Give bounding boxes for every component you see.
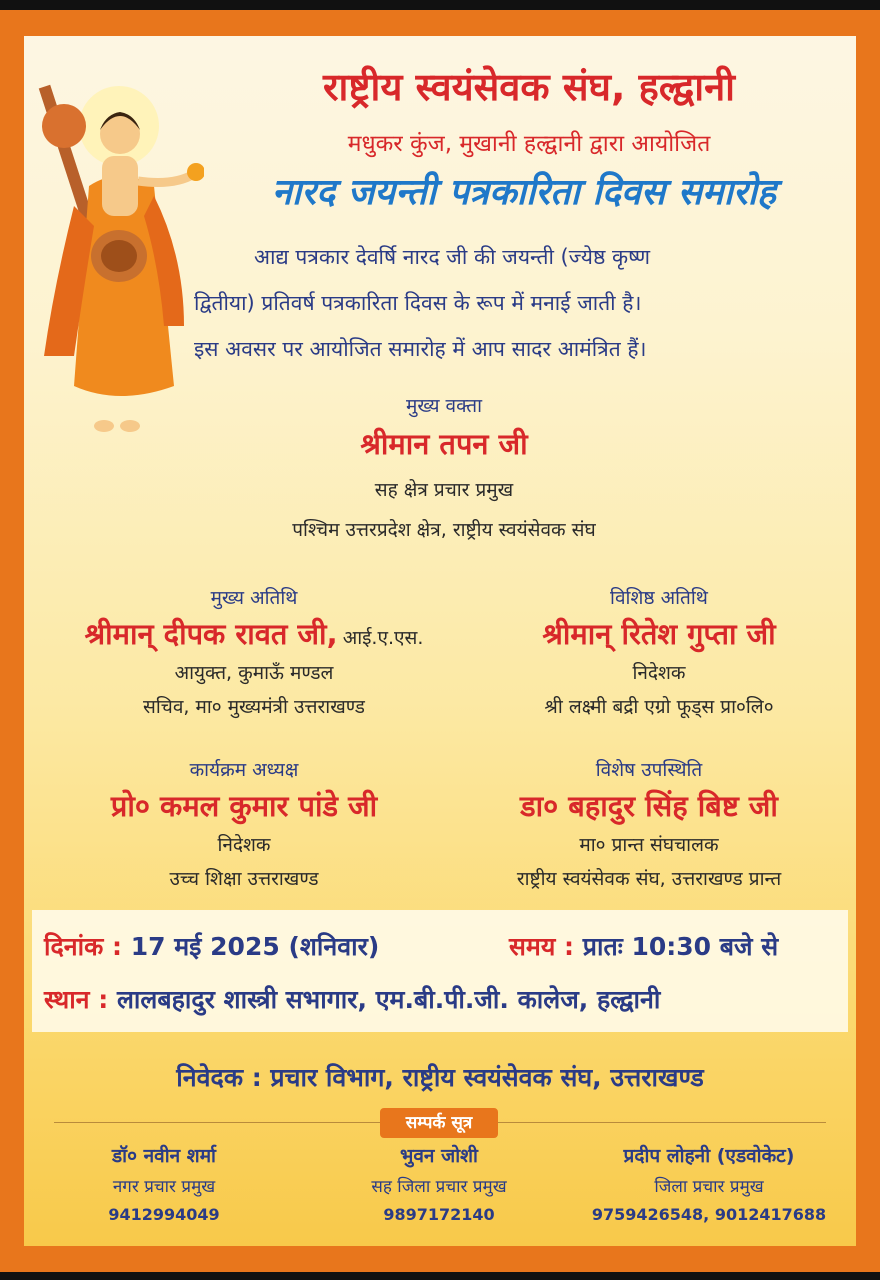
special-guest-name: श्रीमान् रितेश गुप्ता जी <box>542 617 776 651</box>
contact-name: डॉ० नवीन शर्मा <box>112 1145 216 1167</box>
venue-label: स्थान : <box>44 985 109 1014</box>
contact-phone: 9759426548, 9012417688 <box>591 1205 827 1224</box>
special-presence-desig-1: मा० प्रान्त संघचालक <box>579 834 719 856</box>
special-presence-role: विशेष उपस्थिति <box>595 759 703 781</box>
chief-speaker-name: श्रीमान तपन जी <box>360 427 528 461</box>
contact-name: प्रदीप लोहनी (एडवोकेट) <box>623 1145 795 1167</box>
special-presence-desig-2: राष्ट्रीय स्वयंसेवक संघ, उत्तराखण्ड प्रान्त <box>516 868 782 890</box>
chief-speaker-role: मुख्य वक्ता <box>405 395 483 417</box>
invitation-page <box>0 10 880 1272</box>
date-value: 17 मई 2025 (शनिवार) <box>130 932 380 961</box>
chief-guest-block <box>34 584 474 719</box>
chief-guest-desig-2: सचिव, मा० मुख्यमंत्री उत्तराखण्ड <box>143 696 365 718</box>
organizer-line: मधुकर कुंज, मुखानी हल्द्वानी द्वारा आयोजित <box>347 131 711 157</box>
nivedak-line: निवेदक : प्रचार विभाग, राष्ट्रीय स्वयंसेवक संघ, उत्तराखण्ड <box>176 1063 704 1092</box>
president-desig-2: उच्च शिक्षा उत्तराखण्ड <box>169 868 319 890</box>
contact-role: नगर प्रचार प्रमुख <box>112 1177 216 1197</box>
intro-line-2: द्वितीया) प्रतिवर्ष पत्रकारिता दिवस के रूप में मनाई जाती है। <box>194 291 642 315</box>
chief-guest-suffix: आई.ए.एस. <box>342 627 424 649</box>
intro-paragraph <box>194 234 834 372</box>
date-line <box>44 929 379 963</box>
venue-value: लालबहादुर शास्त्री सभागार, एम.बी.पी.जी. कालेज, हल्द्वानी <box>116 985 661 1014</box>
chief-guest-desig-1: आयुक्त, कुमाऊँ मण्डल <box>174 662 334 684</box>
chief-guest-role: मुख्य अतिथि <box>210 587 298 609</box>
contact-phone: 9897172140 <box>383 1205 495 1224</box>
chief-speaker-block <box>224 392 664 463</box>
special-guest-desig-2: श्री लक्ष्मी बद्री एग्रो फूड्स प्रा०लि० <box>544 696 774 718</box>
special-presence-block <box>444 756 854 891</box>
intro-line-3: इस अवसर पर आयोजित समारोह में आप सादर आमंत्रित हैं। <box>194 337 647 361</box>
chief-speaker-desig-1: सह क्षेत्र प्रचार प्रमुख <box>374 479 514 501</box>
special-presence-name: डा० बहादुर सिंह बिष्ट जी <box>520 789 778 823</box>
contact-item <box>569 1142 849 1224</box>
special-guest-role: विशिष्ठ अतिथि <box>610 587 708 609</box>
org-title: राष्ट्रीय स्वयंसेवक संघ, हल्द्वानी <box>322 65 736 109</box>
invitation-card <box>24 36 856 1246</box>
contact-phone: 9412994049 <box>108 1205 220 1224</box>
contact-name: भुवन जोशी <box>400 1145 478 1167</box>
time-line <box>509 929 778 963</box>
special-guest-desig-1: निदेशक <box>632 662 686 684</box>
president-role: कार्यक्रम अध्यक्ष <box>189 759 299 781</box>
narad-muni-illustration <box>34 56 204 436</box>
chief-speaker-designation <box>144 476 744 542</box>
contact-item <box>44 1142 284 1224</box>
chief-guest-name: श्रीमान् दीपक रावत जी, <box>84 617 338 651</box>
event-title: नारद जयन्ती पत्रकारिता दिवस समारोह <box>271 172 777 213</box>
chief-speaker-desig-2: पश्चिम उत्तरप्रदेश क्षेत्र, राष्ट्रीय स्वयंसेवक संघ <box>292 519 596 541</box>
contact-heading: सम्पर्क सूत्र <box>380 1108 498 1138</box>
president-desig-1: निदेशक <box>217 834 271 856</box>
intro-line-1: आद्य पत्रकार देवर्षि नारद जी की जयन्ती (ज्येष्ठ कृष्ण <box>254 245 651 269</box>
president-name: प्रो० कमल कुमार पांडे जी <box>110 789 378 823</box>
contact-role: सह जिला प्रचार प्रमुख <box>371 1177 507 1197</box>
president-block <box>34 756 454 891</box>
venue-line <box>44 982 660 1016</box>
contact-item <box>314 1142 564 1224</box>
chief-guest-name-line <box>34 614 474 653</box>
date-label: दिनांक : <box>44 932 123 961</box>
contact-role: जिला प्रचार प्रमुख <box>654 1177 764 1197</box>
time-label: समय : <box>509 932 575 961</box>
special-guest-block <box>464 584 854 719</box>
time-value: प्रातः 10:30 बजे से <box>582 932 779 961</box>
